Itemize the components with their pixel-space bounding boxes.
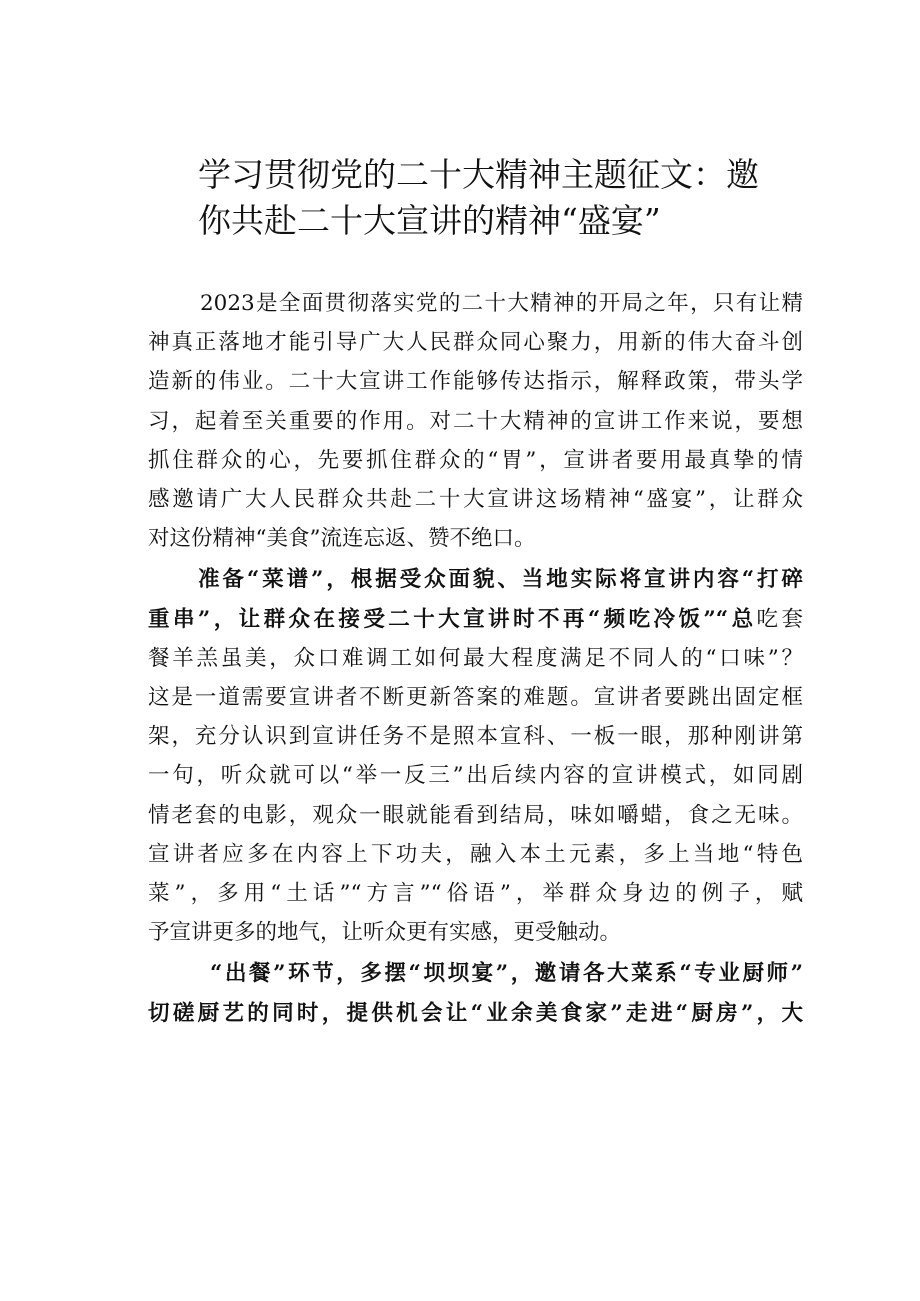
- paragraph-1-line: 2023是全面贯彻落实党的二十大精神的开局之年，只有让精: [200, 291, 803, 316]
- paragraph-2-line: 这是一道需要宣讲者不断更新答案的难题。宣讲者要跳出固定框: [148, 685, 803, 711]
- paragraph-2-line: 架，充分认识到宣讲任务不是照本宣科、一板一眼，那种刚讲第: [148, 724, 803, 750]
- title-line-2: 你共赴二十大宣讲的精神“盛宴”: [198, 201, 661, 240]
- paragraph-1-line: 抓住群众的心，先要抓住群众的“胃”，宣讲者要用最真挚的情: [148, 447, 803, 473]
- paragraph-3-line: “出餐”环节，多摆“坝坝宴”，邀请各大菜系“专业厨师”: [210, 961, 803, 987]
- paragraph-1-line: 神真正落地才能引导广大人民群众同心聚力，用新的伟大奋斗创: [148, 330, 803, 356]
- paragraph-1-line: 习，起着至关重要的作用。对二十大精神的宣讲工作来说，要想: [148, 408, 803, 434]
- paragraph-2-line: 情老套的电影，观众一眼就能看到结局，味如嚼蜡，食之无味。: [148, 802, 803, 828]
- paragraph-2-line: 餐羊羔虽美，众口难调工如何最大程度满足不同人的“口味”？: [148, 645, 803, 671]
- paragraph-2-line: 菜”，多用“土话”“方言”“俗语”，举群众身边的例子，赋: [148, 881, 803, 907]
- paragraph-2-mixed-line: [148, 600, 803, 639]
- document-body: [148, 284, 803, 1033]
- paragraph-1: [148, 284, 803, 558]
- document-title: [198, 152, 798, 244]
- paragraph-1-line: 造新的伟业。二十大宣讲工作能够传达指示，解释政策，带头学: [148, 369, 803, 395]
- paragraph-1-line: 对这份精神“美食”流连忘返、赞不绝口。: [148, 526, 536, 552]
- title-line-1: 学习贯彻党的二十大精神主题征文：邀: [198, 155, 759, 194]
- paragraph-2-line: 宣讲者应多在内容上下功夫，融入本土元素，多上当地“特色: [148, 841, 803, 867]
- paragraph-2-heading-line: 准备“菜谱”，根据受众面貌、当地实际将宣讲内容“打碎: [198, 567, 803, 593]
- paragraph-2-line: 予宣讲更多的地气，让听众更有实感，更受触动。: [148, 920, 622, 946]
- paragraph-2-line: 一句，听众就可以“举一反三”出后续内容的宣讲模式，如同剧: [148, 763, 803, 789]
- paragraph-2-heading-tail: 重串”，让群众在接受二十大宣讲时不再“频吃冷饭”“总: [148, 606, 757, 632]
- paragraph-3: [148, 954, 803, 1032]
- paragraph-2: [148, 560, 803, 952]
- paragraph-1-line: 感邀请广大人民群众共赴二十大宣讲这场精神“盛宴”，让群众: [148, 487, 803, 513]
- paragraph-2-line-rest: 吃套: [756, 606, 803, 632]
- paragraph-3-line: 切磋厨艺的同时，提供机会让“业余美食家”走进“厨房”，大: [148, 1000, 803, 1026]
